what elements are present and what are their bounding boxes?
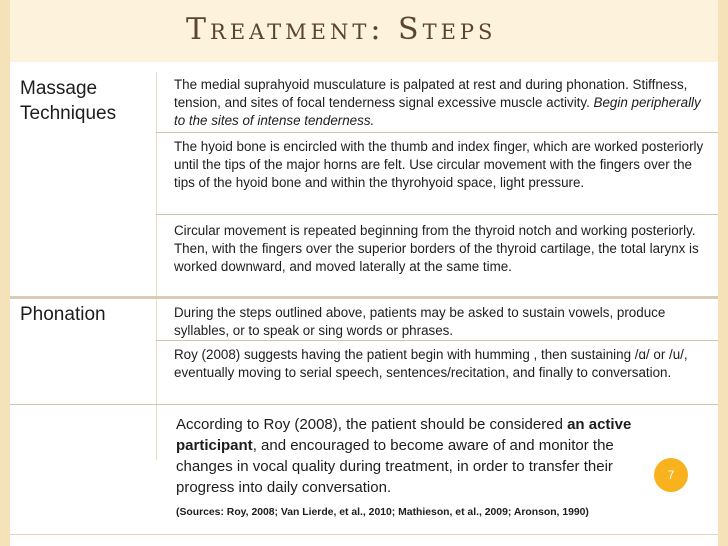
massage-step-2: The hyoid bone is encircled with the thumb and index finger, which are worked posteriorly until the tips of the major horns are felt. Use circular movement with the fingers over the tips of the hyoid bone and within the thyrohyoid space, light pressure. bbox=[174, 139, 704, 190]
right-decor-stripe bbox=[718, 0, 728, 546]
note-intro: According to Roy (2008), the patient should be considered bbox=[176, 416, 568, 433]
row-separator bbox=[156, 340, 718, 341]
massage-step-3: Circular movement is repeated beginning from the thyroid notch and working posteriorly. Then, with the fingers over the superior borders of the thyroid cartilage, the total larynx is worked downward, and moved laterally at the same time. bbox=[174, 223, 699, 274]
step-text: The medial suprahyoid musculature is palpated at rest and during phonation. Stiffness, tension, and sites of focal tenderness signal excessive muscle activity. bbox=[174, 77, 688, 110]
column-divider bbox=[156, 72, 157, 460]
title-band bbox=[10, 0, 718, 60]
content-table bbox=[10, 62, 718, 546]
phonation-step-2: Roy (2008) suggests having the patient begin with humming , then sustaining /ɑ/ or /u/, eventually moving to serial speech, sentences/recitation, and finally to conversation. bbox=[174, 347, 688, 380]
heading-line: Phonation bbox=[20, 304, 106, 325]
note-text bbox=[176, 414, 646, 498]
note-sources: (Sources: Roy, 2008; Van Lierde, et al., 2010; Mathieson, et al., 2009; Aronson, 1990) bbox=[176, 507, 589, 518]
row-heading-phonation bbox=[20, 302, 150, 327]
slide-title: Treatment: Steps bbox=[186, 12, 497, 47]
left-decor-stripe bbox=[0, 0, 10, 546]
heading-line: Techniques bbox=[20, 103, 117, 124]
note-box bbox=[166, 410, 666, 534]
row-separator bbox=[10, 404, 718, 405]
phonation-step-1: During the steps outlined above, patients may be asked to sustain vowels, produce syllables, or to speak or sing words or phrases. bbox=[174, 305, 666, 338]
bottom-rule bbox=[10, 534, 718, 535]
heading-line: Massage bbox=[20, 78, 98, 99]
note-rest: , and encouraged to become aware of and monitor the changes in vocal quality during treatment, in order to transfer their progress into daily conversation. bbox=[176, 437, 614, 496]
row-heading-massage bbox=[20, 76, 150, 126]
note-bold: an active participant bbox=[176, 416, 632, 454]
section-separator bbox=[10, 296, 718, 299]
step-emphasis: Begin peripherally to the sites of intense tenderness. bbox=[174, 95, 701, 128]
massage-step-1 bbox=[174, 76, 714, 130]
row-separator bbox=[156, 214, 718, 215]
row-separator bbox=[156, 132, 718, 133]
page-number-badge: 7 bbox=[654, 458, 688, 492]
